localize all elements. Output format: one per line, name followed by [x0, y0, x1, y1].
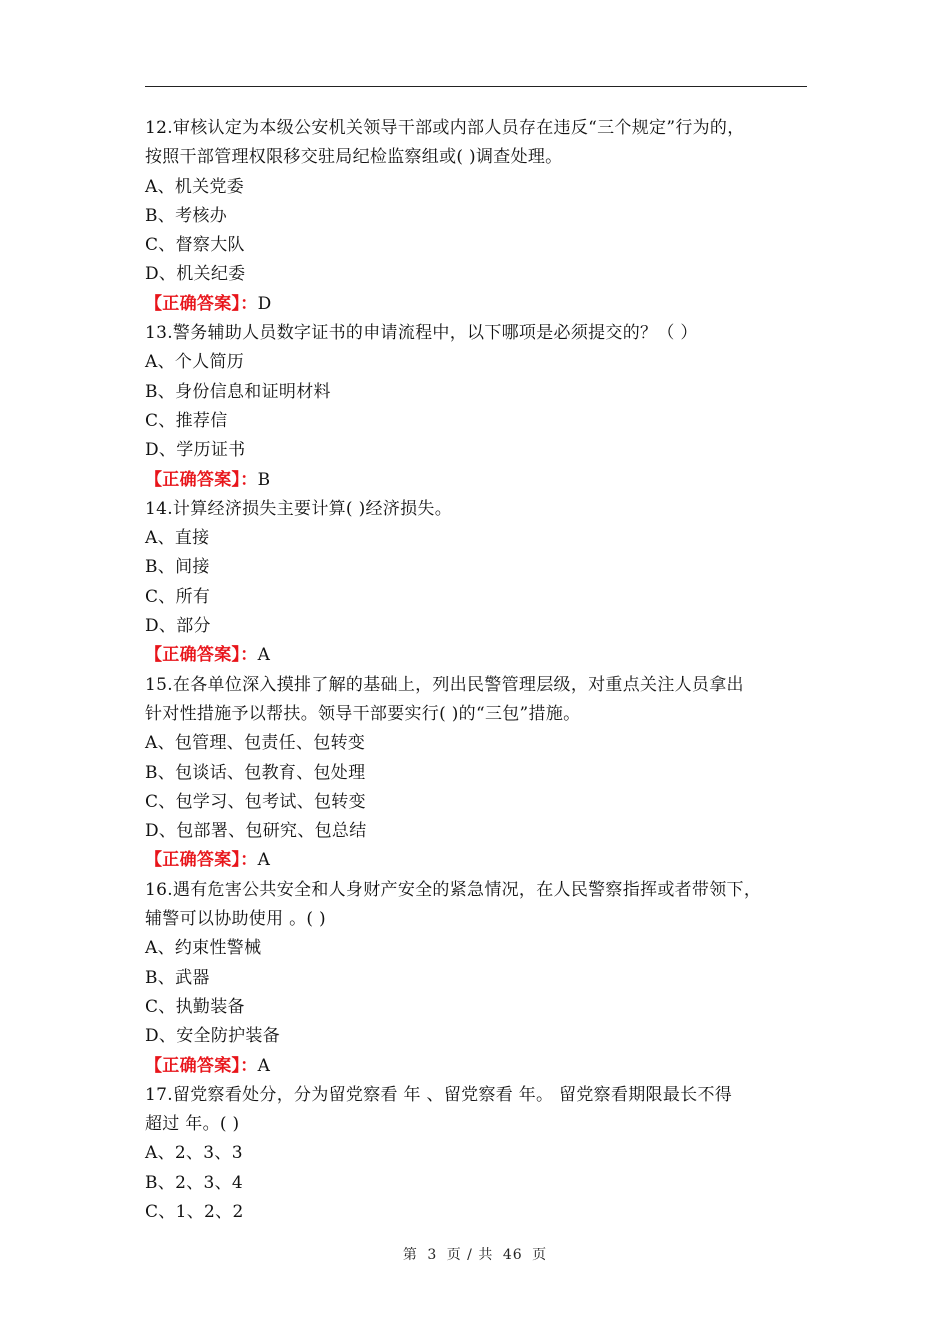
option-item: D、部分 [145, 616, 211, 637]
question-stem-line: 针对性措施予以帮扶。领导干部要实行( )的“三包”措施。 [145, 703, 581, 724]
answer-line [145, 1052, 810, 1081]
option-item: D、安全防护装备 [145, 1026, 281, 1047]
answer-label: 【正确答案】： [145, 469, 258, 490]
option-item: C、包学习、包考试、包转变 [145, 791, 366, 812]
question-stem-line: 13.警务辅助人员数字证书的申请流程中，以下哪项是必须提交的？（ ） [145, 323, 698, 344]
option-item: A、直接 [145, 528, 210, 549]
answer-label: 【正确答案】： [145, 645, 258, 666]
question-block [145, 876, 810, 1081]
footer-prefix: 第 [402, 1247, 418, 1263]
question-stem-line: 15.在各单位深入摸排了解的基础上，列出民警管理层级，对重点关注人员拿出 [145, 674, 744, 695]
answer-line [145, 290, 810, 319]
question-stem-line: 17.留党察看处分，分为留党察看 年 、留党察看 年。 留党察看期限最长不得 [145, 1084, 733, 1105]
option-item: A、机关党委 [145, 176, 245, 197]
option-item: A、包管理、包责任、包转变 [145, 733, 366, 754]
option-item: D、包部署、包研究、包总结 [145, 821, 367, 842]
option-item: B、2、3、4 [145, 1172, 244, 1193]
header-rule [145, 86, 807, 87]
answer-value: A [257, 1055, 271, 1076]
option-item: C、执勤装备 [145, 996, 245, 1017]
option-item: C、所有 [145, 586, 211, 607]
question-block [145, 495, 810, 671]
question-stem-line: 12.审核认定为本级公安机关领导干部或内部人员存在违反“三个规定”行为的， [145, 118, 745, 138]
footer-suffix: 页 [532, 1247, 548, 1263]
question-list [145, 114, 810, 1227]
answer-label: 【正确答案】： [145, 1055, 258, 1076]
question-stem-line: 14.计算经济损失主要计算( )经济损失。 [145, 498, 453, 519]
question-stem-line: 按照干部管理权限移交驻局纪检监察组或( )调查处理。 [145, 147, 563, 168]
answer-value: D [257, 293, 272, 314]
question-block [145, 671, 810, 876]
answer-value: A [257, 645, 271, 666]
option-item: B、身份信息和证明材料 [145, 381, 331, 402]
answer-line [145, 466, 810, 495]
footer-middle: 页 / 共 [446, 1247, 494, 1263]
page-footer [0, 1244, 950, 1264]
question-stem-line: 16.遇有危害公共安全和人身财产安全的紧急情况，在人民警察指挥或者带领下， [145, 879, 762, 900]
option-item: A、个人简历 [145, 352, 245, 373]
answer-line [145, 846, 810, 875]
footer-total-pages: 46 [502, 1247, 523, 1263]
option-item: C、1、2、2 [145, 1201, 244, 1222]
question-block [145, 114, 810, 319]
option-item: B、包谈话、包教育、包处理 [145, 762, 366, 783]
answer-value: A [257, 850, 271, 871]
option-item: A、2、3、3 [145, 1143, 243, 1164]
answer-label: 【正确答案】： [145, 293, 258, 314]
option-item: C、推荐信 [145, 410, 228, 431]
answer-label: 【正确答案】： [145, 850, 258, 871]
question-block [145, 1081, 810, 1227]
question-stem-line: 辅警可以协助使用 。( ) [145, 909, 326, 930]
option-item: A、约束性警械 [145, 938, 262, 959]
answer-value: B [257, 469, 271, 490]
option-item: B、考核办 [145, 205, 227, 226]
option-item: C、督察大队 [145, 235, 245, 256]
answer-line [145, 641, 810, 670]
footer-page-number: 3 [427, 1247, 438, 1263]
option-item: D、学历证书 [145, 440, 246, 461]
option-item: B、武器 [145, 967, 210, 988]
option-item: D、机关纪委 [145, 264, 246, 285]
option-item: B、间接 [145, 557, 210, 578]
question-stem-line: 超过 年。( ) [145, 1114, 240, 1135]
question-block [145, 319, 810, 495]
